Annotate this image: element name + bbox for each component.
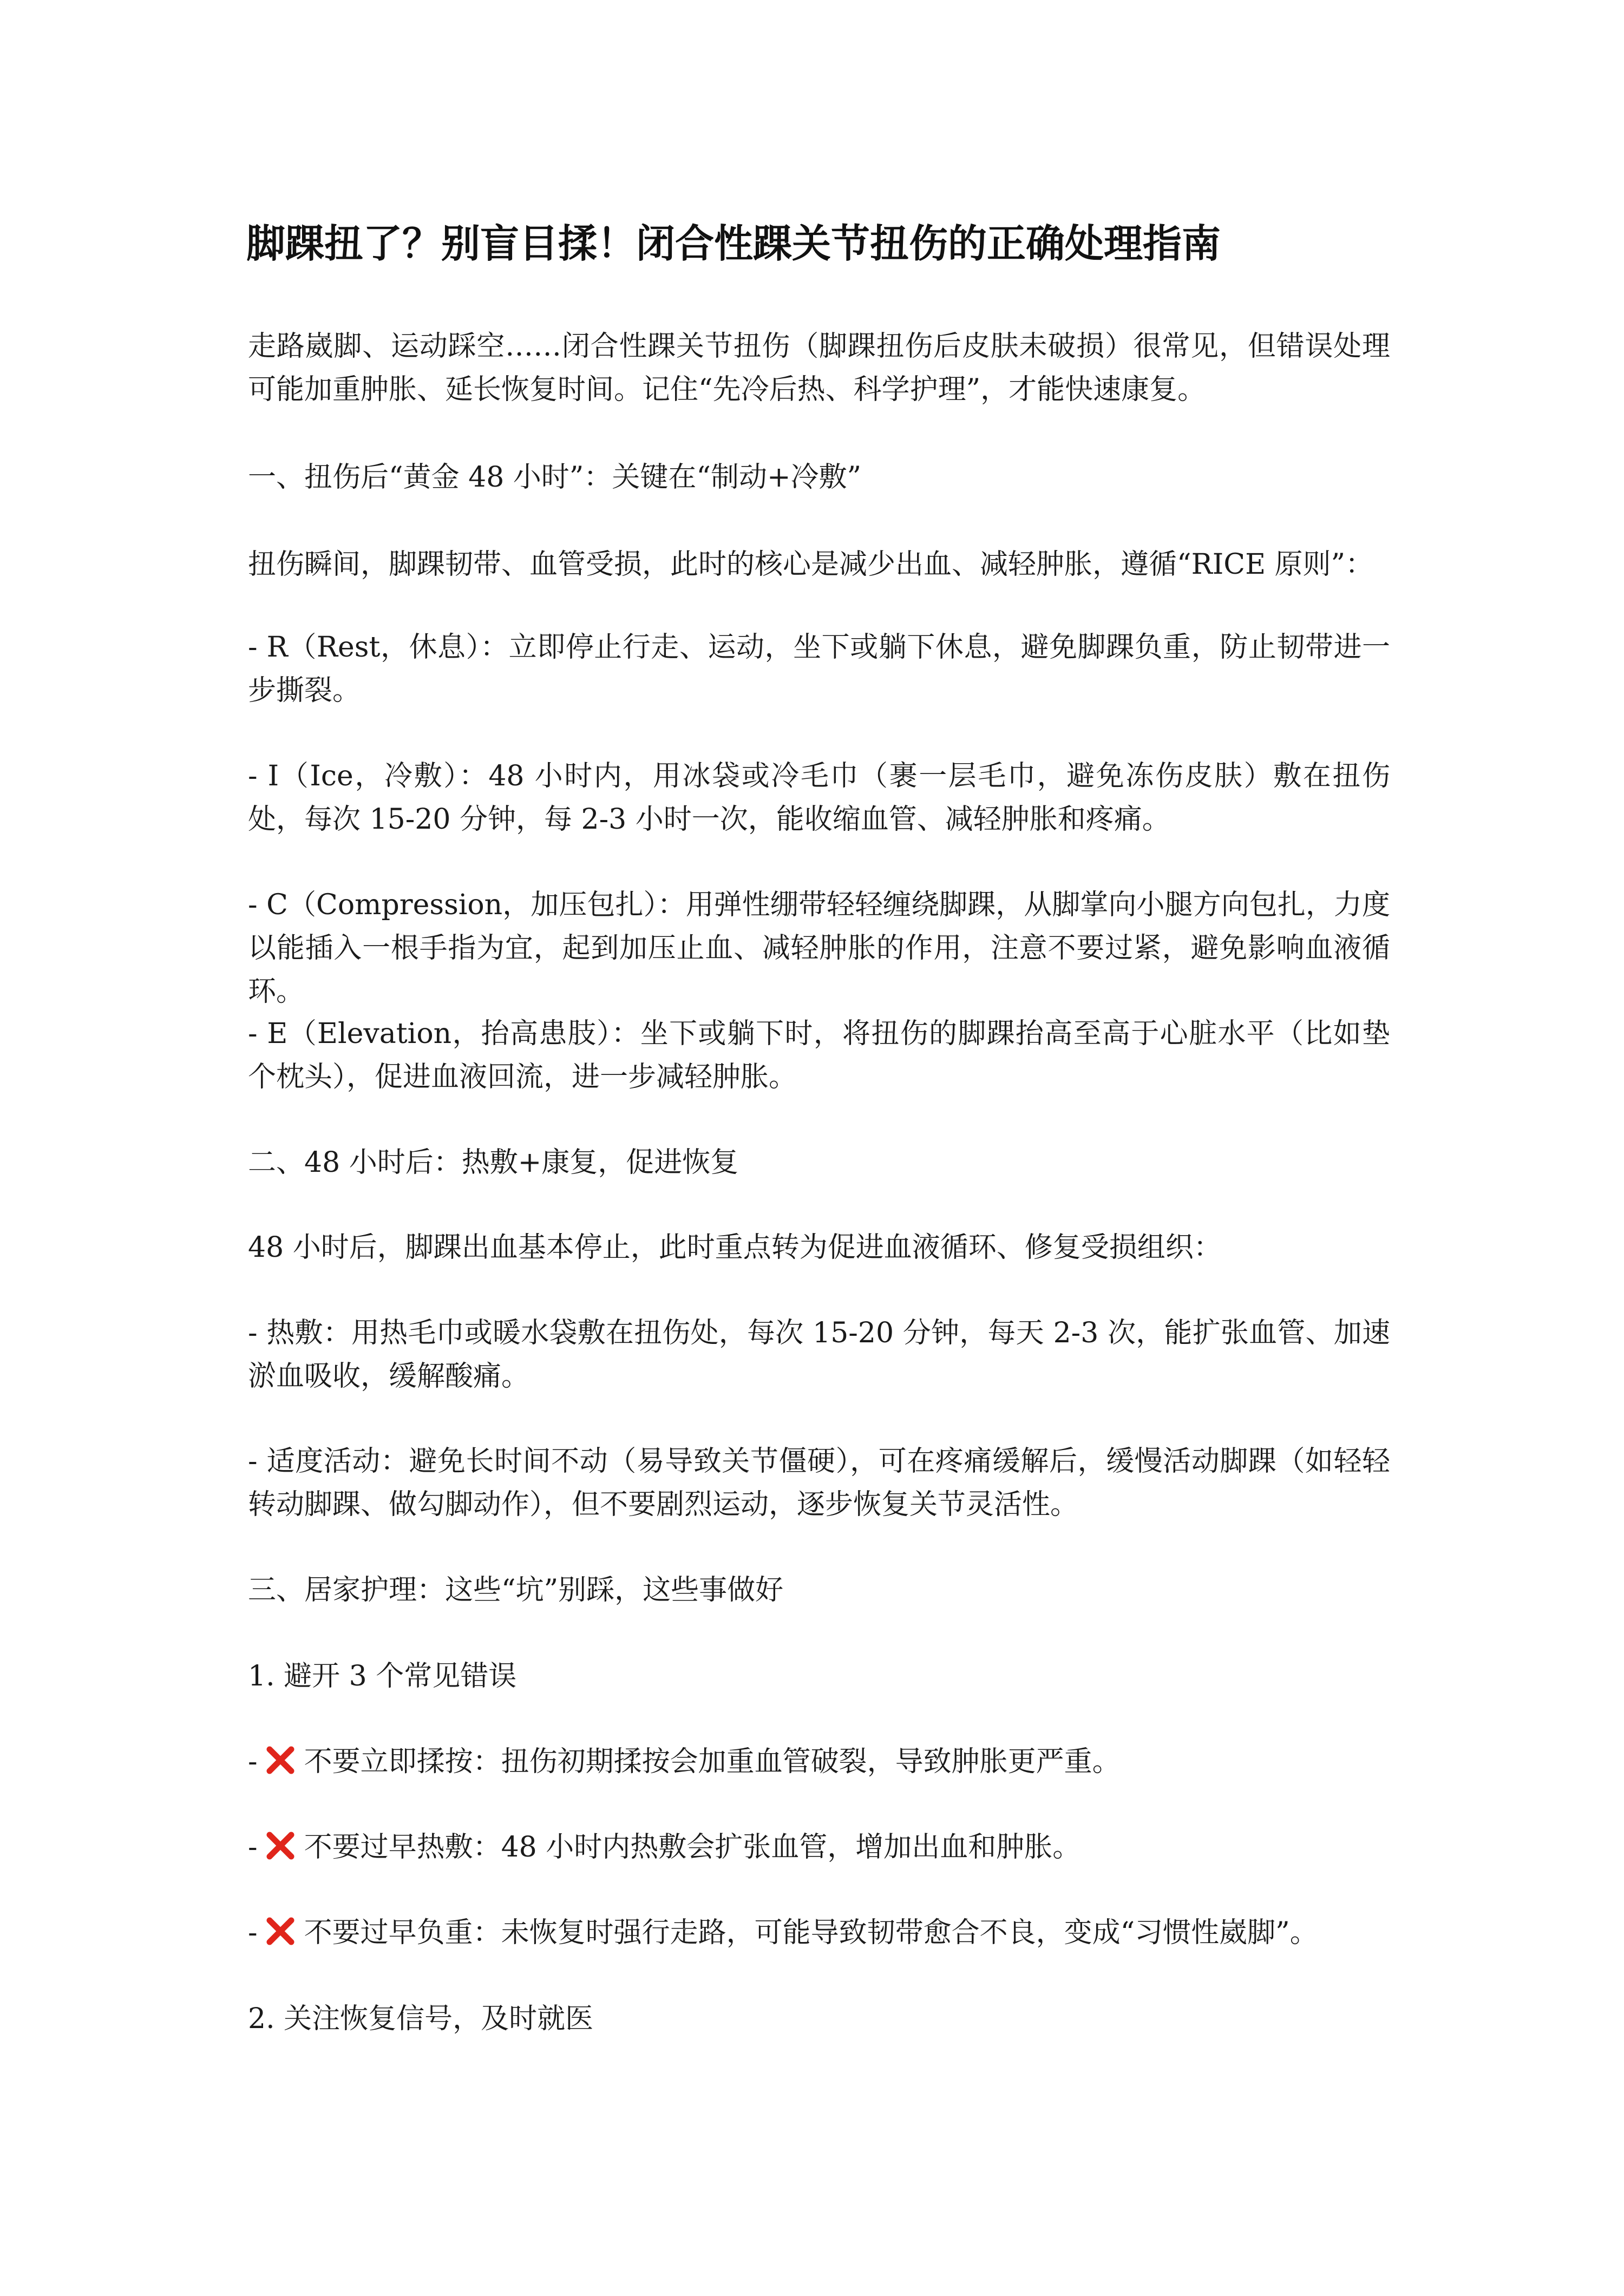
cross-mark-icon: [265, 1916, 296, 1946]
recovery-item-activity: - 适度活动：避免长时间不动（易导致关节僵硬），可在疼痛缓解后，缓慢活动脚踝（如轻轻转动脚踝、做勾脚动作），但不要剧烈运动，逐步恢复关节灵活性。: [248, 1445, 1390, 1521]
rice-item-rest: - R（Rest，休息）：立即停止行走、运动，坐下或躺下休息，避免脚踝负重，防止韧带进一步撕裂。: [248, 631, 1390, 707]
rice-item-compression: - C（Compression，加压包扎）：用弹性绷带轻轻缠绕脚踝，从脚掌向小腿方向包扎，力度以能插入一根手指为宜，起到加压止血、减轻肿胀的作用，注意不要过紧，避免影响血液循环。: [248, 889, 1390, 1008]
intro-paragraph: 走路崴脚、运动踩空……闭合性踝关节扭伤（脚踝扭伤后皮肤未破损）很常见，但错误处理可能加重肿胀、延长恢复时间。记住“先冷后热、科学护理”，才能快速康复。: [248, 330, 1390, 406]
mistake-text: 不要过早负重：未恢复时强行走路，可能导致韧带愈合不良，变成“习惯性崴脚”。: [304, 1917, 1318, 1949]
list-dash: -: [248, 1831, 258, 1864]
subheading-common-mistakes: 1. 避开 3 个常见错误: [248, 1660, 517, 1693]
page-title: 脚踝扭了？别盲目揉！闭合性踝关节扭伤的正确处理指南: [246, 221, 1221, 266]
mistake-item: [248, 1740, 1390, 1783]
section1-heading: 一、扭伤后“黄金 48 小时”：关键在“制动+冷敷”: [248, 461, 862, 494]
section1-lead: 扭伤瞬间，脚踝韧带、血管受损，此时的核心是减少出血、减轻肿胀，遵循“RICE 原则”：: [248, 548, 1374, 581]
mistake-item: [248, 1826, 1390, 1869]
mistake-text: 不要立即揉按：扭伤初期揉按会加重血管破裂，导致肿胀更严重。: [304, 1746, 1121, 1778]
cross-mark-icon: [265, 1745, 296, 1775]
recovery-item-heat: - 热敷：用热毛巾或暖水袋敷在扭伤处，每次 15-20 分钟，每天 2-3 次，能扩张血管、加速淤血吸收，缓解酸痛。: [248, 1317, 1390, 1393]
list-dash: -: [248, 1917, 258, 1949]
rice-item-elevation: - E（Elevation，抬高患肢）：坐下或躺下时，将扭伤的脚踝抬高至高于心脏水平（比如垫个枕头），促进血液回流，进一步减轻肿胀。: [248, 1018, 1390, 1093]
section2-lead: 48 小时后，脚踝出血基本停止，此时重点转为促进血液循环、修复受损组织：: [248, 1231, 1222, 1264]
subheading-recovery-signals: 2. 关注恢复信号，及时就医: [248, 2003, 594, 2035]
rice-item-ice: - I（Ice，冷敷）：48 小时内，用冰袋或冷毛巾（裹一层毛巾，避免冻伤皮肤）敷在扭伤处，每次 15-20 分钟，每 2-3 小时一次，能收缩血管、减轻肿胀和疼痛。: [248, 760, 1390, 836]
list-dash: -: [248, 1746, 258, 1778]
mistake-item: [248, 1911, 1390, 1954]
section3-heading: 三、居家护理：这些“坑”别踩，这些事做好: [248, 1574, 784, 1606]
section2-heading: 二、48 小时后：热敷+康复，促进恢复: [248, 1146, 739, 1179]
mistake-text: 不要过早热敷：48 小时内热敷会扩张血管，增加出血和肿胀。: [304, 1831, 1081, 1864]
cross-mark-icon: [265, 1831, 296, 1861]
